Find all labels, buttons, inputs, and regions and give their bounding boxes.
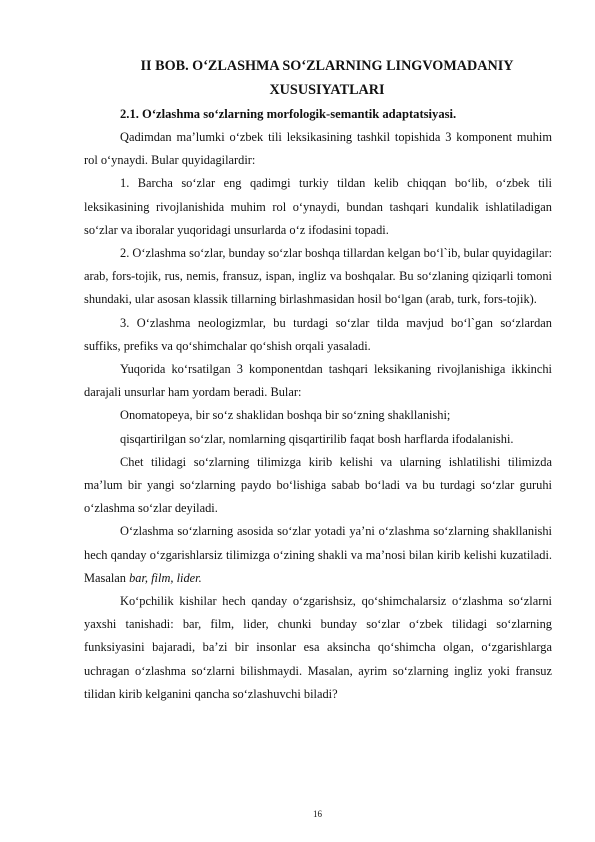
page-content	[84, 54, 552, 706]
paragraph-borrowed-basis	[84, 520, 552, 590]
chapter-title: II BOB. O‘ZLASHMA SO‘ZLARNING LINGVOMADANIY XUSUSIYATLARI	[140, 58, 514, 98]
example-words: bar, film, lider.	[129, 570, 202, 585]
paragraph-item-1: 1. Barcha so‘zlar eng qadimgi turkiy tildan kelib chiqqan bo‘lib, o‘zbek tili leksikasining rivojlanishida muhim rol o‘ynaydi, bundan tashqari kundalik ishlatiladigan so‘zlar va iboralar yuqoridagi unsurlarda o‘z ifodasini topadi.	[84, 176, 552, 237]
paragraph-item-3: 3. O‘zlashma neologizmlar, bu turdagi so‘zlar tilda mavjud bo‘l`gan so‘zlardan suffiks, prefiks va qo‘shimchalar qo‘shish orqali yasaladi.	[84, 315, 552, 353]
paragraph-borrowed-basis-text: O‘zlashma so‘zlarning asosida so‘zlar yotadi ya’ni o‘zlashma so‘zlarning shakllanishi hech qanday o‘zgarishlarsiz tilimizga o‘zining shakli va ma’nosi bilan kirib kelishi kuzatiladi. Masalan	[84, 524, 552, 585]
paragraph-recognition: Ko‘pchilik kishilar hech qanday o‘zgarishsiz, qo‘shimchalarsiz o‘zlashma so‘zlarni yaxshi tanishadi: bar, film, lider, chunki bunday so‘zlar o‘zbek tilidagi so‘zlarning funksiyasini bajaradi, ba’zi bir insonlar esa aksincha qo‘shimcha olgan, o‘zgarishlarga uchragan o‘zlashma so‘zlarni bilishmaydi. Masalan, ayrim so‘zlarning ingliz yoki fransuz tilidan kirib kelganini qancha so‘zlashuvchi biladi?	[84, 594, 552, 701]
section-title: 2.1. O‘zlashma so‘zlarning morfologik-semantik adaptatsiyasi.	[120, 107, 457, 121]
paragraph-item-2: 2. O‘zlashma so‘zlar, bunday so‘zlar boshqa tillardan kelgan bo‘l`ib, bular quyidagilar: arab, fors-tojik, rus, nemis, fransuz, ispan, ingliz va boshqalar. Bu so‘zlaning qiziqarli tomoni shundaki, ular asosan klassik tillarning birlashmasidan hosil bo‘lgan (arab, turk, fors-tojik).	[84, 246, 553, 307]
paragraph-intro: Qadimdan ma’lumki o‘zbek tili leksikasining tashkil topishida 3 komponent muhim rol o‘ynaydi. Bular quyidagilardir:	[84, 130, 552, 168]
paragraph-onomatopeia: Onomatopeya, bir so‘z shaklidan boshqa bir so‘zning shakllanishi;	[120, 408, 451, 423]
paragraph-foreign-words: Chet tilidagi so‘zlarning tilimizga kirib kelishi va ularning ishlatilishi tilimizda ma’lum bir yangi so‘zlarning paydo bo‘lishiga sabab bo‘ladi va bu turdagi so‘zlar guruhi o‘zlashma so‘zlar deyiladi.	[84, 454, 552, 516]
paragraph-abbreviations: qisqartirilgan so‘zlar, nomlarning qisqartirilib faqat bosh harflarda ifodalanishi.	[120, 431, 514, 446]
paragraph-secondary-elements: Yuqorida ko‘rsatilgan 3 komponentdan tashqari leksikaning rivojlanishiga ikkinchi darajali unsurlar ham yordam beradi. Bular:	[84, 362, 552, 400]
page-number: 16	[313, 809, 322, 819]
